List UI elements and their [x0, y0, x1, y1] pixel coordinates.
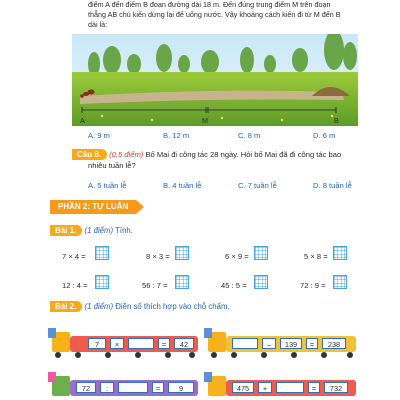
answer-grid[interactable]	[175, 275, 189, 289]
q7-option-b[interactable]: B. 12 m	[163, 131, 190, 140]
answer-grid[interactable]	[254, 275, 268, 289]
train1-box-result: 42	[174, 338, 194, 349]
q7-option-d[interactable]: D. 6 m	[313, 131, 336, 140]
calc-5x8: 5 × 8 =	[304, 252, 328, 261]
question8-line1: Bố Mai đi công tác 28 ngày. Hỏi bố Mai đã đi công tác bao	[145, 150, 342, 159]
exercise1-instruction: Tính.	[115, 226, 133, 235]
train1-box-blank[interactable]	[128, 338, 154, 349]
point-b-label: B	[334, 116, 339, 125]
question8	[72, 150, 372, 160]
exercise2-points: (1 điểm)	[84, 302, 114, 311]
train3-box-1: 72	[76, 382, 96, 393]
train-1	[48, 324, 204, 360]
q8-option-a[interactable]: A. 5 tuần lễ	[88, 181, 127, 190]
point-m-label: M	[202, 116, 208, 125]
answer-grid[interactable]	[175, 246, 189, 260]
exercise2-instruction: Điền số thích hợp vào chỗ chấm.	[115, 302, 230, 311]
train4-box-1: 475	[232, 382, 254, 393]
answer-grid[interactable]	[333, 246, 347, 260]
train3-box-result: 9	[168, 382, 194, 393]
train1-box-op: ×	[110, 338, 124, 349]
answer-grid[interactable]	[333, 275, 347, 289]
question8-points: (0,5 điểm)	[109, 150, 144, 159]
train3-box-eq: =	[152, 382, 164, 393]
question8-label: Câu 8.	[72, 149, 107, 160]
train3-box-blank[interactable]	[118, 382, 148, 393]
train1-box-eq: =	[158, 338, 170, 349]
train4-box-blank[interactable]	[276, 382, 304, 393]
calc-7x4: 7 × 4 =	[62, 252, 86, 261]
train-3	[48, 368, 204, 400]
train2-box-eq: =	[306, 338, 318, 349]
banner-tail	[136, 200, 144, 214]
exercise1-label: Bài 1.	[50, 225, 82, 236]
q7-option-a[interactable]: A. 9 m	[88, 131, 110, 140]
exercise1-points: (1 điểm)	[84, 226, 114, 235]
train-2	[204, 324, 360, 360]
train3-box-op: :	[100, 382, 114, 393]
calc-45div5: 45 : 5 =	[221, 281, 247, 290]
calc-56div7: 56 : 7 =	[142, 281, 168, 290]
question7-line1: điểm A đến điểm B đoạn đường dài 18 m. Đến đúng trung điểm M trên đoạn	[88, 0, 331, 9]
train4-box-op: +	[258, 382, 272, 393]
train-4	[204, 368, 360, 400]
question7-line3: dài là:	[88, 20, 108, 29]
part2-title: PHẦN 2: TỰ LUẬN	[50, 200, 136, 214]
exercise1-header	[50, 226, 133, 235]
train2-box-blank[interactable]	[232, 338, 258, 349]
train2-box-2: 139	[280, 338, 302, 349]
question7-line2: thẳng AB chú kiến dừng lại để uống nước. Vậy khoảng cách kiến đi từ M đến B	[88, 10, 341, 19]
ant-path-illustration	[72, 34, 358, 126]
train2-box-result: 238	[322, 338, 346, 349]
exercise2-label: Bài 2.	[50, 301, 82, 312]
question7-text	[88, 0, 388, 30]
question8-line2: nhiêu tuần lễ?	[88, 161, 136, 170]
calc-8x3: 8 × 3 =	[146, 252, 170, 261]
answer-grid[interactable]	[95, 275, 109, 289]
q8-option-d[interactable]: D. 8 tuần lễ	[313, 181, 352, 190]
train1-box-1: 7	[88, 338, 106, 349]
train4-box-result: 732	[324, 382, 348, 393]
calc-72div9: 72 : 9 =	[300, 281, 326, 290]
calc-6x9: 6 × 9 =	[225, 252, 249, 261]
train2-box-op: –	[262, 338, 276, 349]
part2-banner	[50, 200, 144, 214]
q7-option-c[interactable]: C. 8 m	[238, 131, 261, 140]
train4-box-eq: =	[308, 382, 320, 393]
answer-grid[interactable]	[254, 246, 268, 260]
q8-option-c[interactable]: C. 7 tuần lễ	[238, 181, 277, 190]
q8-option-b[interactable]: B. 4 tuần lễ	[163, 181, 202, 190]
answer-grid[interactable]	[95, 246, 109, 260]
calc-12div4: 12 : 4 =	[62, 281, 88, 290]
point-a-label: A	[80, 116, 85, 125]
exercise2-header	[50, 302, 230, 311]
